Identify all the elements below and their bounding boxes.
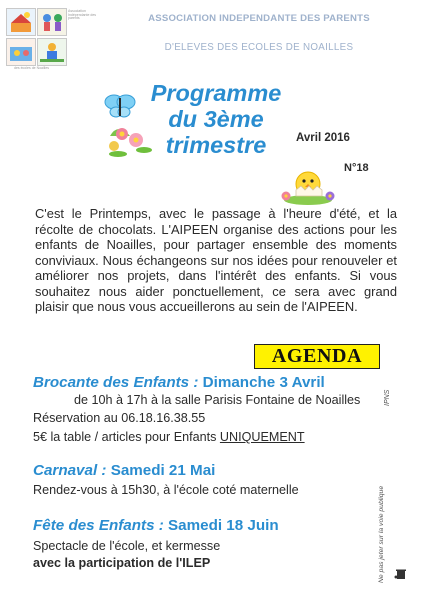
logo-drawing-3 (6, 38, 36, 66)
logo-drawing-1 (6, 8, 36, 36)
association-name-line2: D'ELEVES DES ECOLES DE NOAILLES (164, 42, 354, 53)
page-title-line2: du 3ème (168, 106, 264, 132)
page-title-line3: trimestre (165, 132, 267, 158)
event-brocante-price (33, 430, 305, 444)
event-fete-name: Fête des Enfants : (33, 517, 164, 534)
event-carnaval-date: Samedi 21 Mai (110, 462, 216, 479)
agenda-label: AGENDA (271, 345, 363, 367)
agenda-heading (254, 344, 380, 369)
logo-drawing-4 (37, 38, 67, 66)
event-fete-details: Spectacle de l'école, et kermesse (33, 539, 221, 553)
event-carnaval-name: Carnaval : (33, 462, 107, 479)
event-brocante-price-emphasis: UNIQUEMENT (219, 430, 305, 444)
event-fete-partner: avec la participation de l'ILEP (33, 556, 211, 570)
event-brocante-price-text: 5€ la table / articles pour Enfants (33, 430, 220, 444)
event-brocante-name: Brocante des Enfants : (33, 374, 199, 391)
page-title-line1: Programme (150, 80, 282, 106)
event-brocante-booking: Réservation au 06.18.16.38.55 (33, 411, 206, 425)
association-name-line1: ASSOCIATION INDEPENDANTE DES PARENTS (148, 13, 370, 24)
event-fete-date: Samedi 18 Juin (168, 517, 279, 534)
event-carnaval-title (33, 462, 215, 479)
intro-paragraph: C'est le Printemps, avec le passage à l'heure d'été, et la récolte de chocolats. L'AIPEEN organise des actions pour les enfants de Noailles, pour partager ensemble des moments conviviaux. Nous échangeons sur nos idées pour renouveler et améliorer nos projets, dans l'intérêt des enfants. Si vous souhaitez nous aider ponctuellement, ce sera avec grand plaisir que nous vous accueillerons au sein de l'AIPEEN. (35, 206, 397, 314)
event-brocante-title (33, 374, 325, 391)
trash-bin-icon (394, 568, 408, 580)
ipns-mark: IPNS (384, 389, 391, 406)
event-fete-title (33, 517, 279, 534)
logo-caption-top: Association Indépendante des parents (68, 9, 97, 20)
event-brocante-hours: de 10h à 17h à la salle Parisis Fontaine de Noailles (74, 393, 361, 407)
logo-drawing-2 (37, 8, 67, 36)
issue-date: Avril 2016 (296, 132, 350, 144)
litter-notice: Ne pas jeter sur la voie publique (378, 485, 385, 583)
easter-chick-icon (278, 166, 336, 206)
event-carnaval-details: Rendez-vous à 15h30, à l'école coté maternelle (33, 483, 299, 497)
logo-caption-bottom: des écoles de Noailles (14, 66, 50, 70)
association-logo (6, 4, 98, 76)
event-brocante-date: Dimanche 3 Avril (202, 374, 325, 391)
issue-number: N°18 (344, 162, 369, 174)
